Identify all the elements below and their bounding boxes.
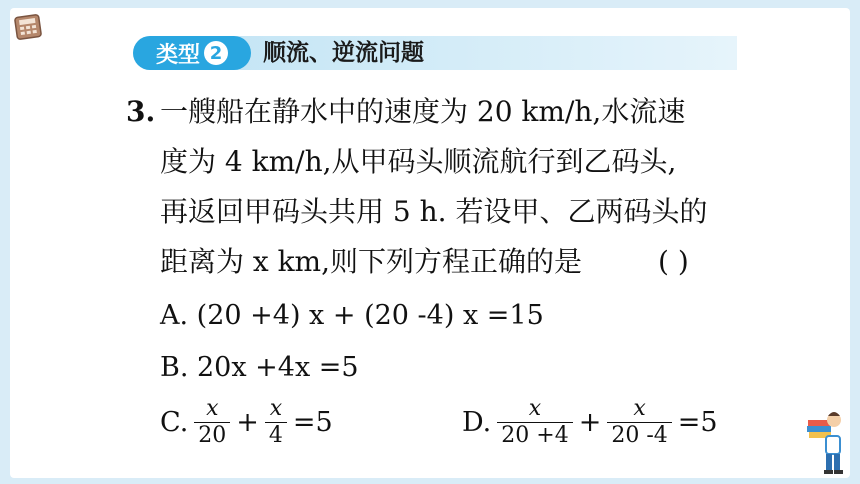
option-a: A. (20 +4) x + (20 -4) x =15 [160, 300, 544, 331]
calculator-icon [14, 14, 42, 40]
section-header-bar [133, 36, 737, 70]
fraction-numerator: x [633, 396, 646, 421]
option-c-label: C. [160, 406, 189, 438]
option-c-fraction-1 [194, 396, 230, 449]
question-line-3: 再返回甲码头共用 5 h. 若设甲、乙两码头的 [160, 195, 708, 228]
fraction-numerator: x [269, 396, 283, 421]
answer-parentheses: ( ) [658, 245, 689, 278]
section-number-badge: 2 [204, 41, 228, 65]
plus-operator: + [236, 406, 259, 438]
option-b: B. 20x +4x =5 [160, 352, 359, 383]
section-type-badge [133, 36, 251, 70]
option-d-label: D. [462, 406, 492, 438]
option-c [160, 396, 333, 449]
option-c-fraction-2 [265, 396, 287, 449]
section-type-label: 类型 [155, 42, 200, 68]
question-line-2: 度为 4 km/h,从甲码头顺流航行到乙码头, [160, 145, 677, 178]
student-with-books-icon [802, 410, 846, 476]
fraction-denominator: 4 [265, 422, 287, 449]
question-line-1: 一艘船在静水中的速度为 20 km/h,水流速 [160, 95, 686, 128]
option-d-fraction-1 [497, 396, 572, 449]
option-d-fraction-2 [607, 396, 671, 449]
fraction-denominator: 20 +4 [497, 422, 572, 449]
option-c-rhs: =5 [292, 406, 333, 438]
plus-operator: + [578, 406, 602, 438]
question-line-4: 距离为 x km,则下列方程正确的是 [160, 245, 583, 278]
fraction-denominator: 20 -4 [607, 422, 671, 449]
question-number: 3. [126, 95, 156, 128]
fraction-numerator: x [206, 396, 219, 421]
option-d [462, 396, 718, 449]
section-title: 顺流、逆流问题 [263, 40, 424, 66]
option-d-rhs: =5 [677, 406, 718, 438]
fraction-denominator: 20 [194, 422, 230, 449]
fraction-numerator: x [528, 396, 542, 421]
